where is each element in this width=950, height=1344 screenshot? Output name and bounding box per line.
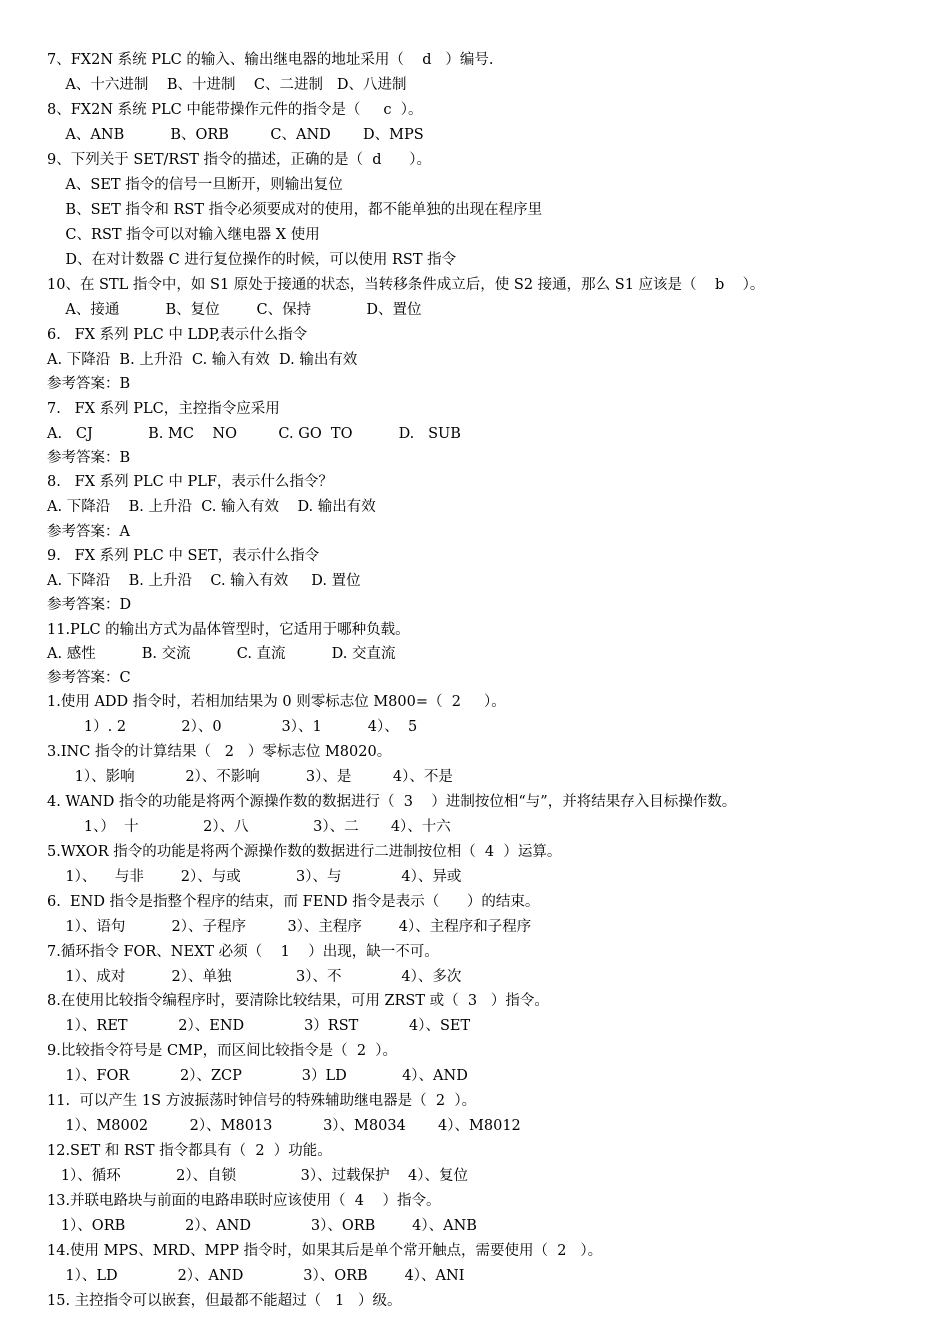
text-line: A、接通 B、复位 C、保持 D、置位 [47,302,422,318]
text-line: 参考答案：B [47,450,131,466]
text-line: 7、FX2N 系统 PLC 的输入、输出继电器的地址采用（ d ）编号. [47,52,494,68]
text-line: A. CJ B. MC NO C. GO TO D. SUB [47,426,461,442]
text-line: 4. WAND 指令的功能是将两个源操作数的数据进行（ 3 ）进制按位相“与”，并将结果存入目标操作数。 [47,794,737,810]
text-line: D、在对计数器 C 进行复位操作的时候，可以使用 RST 指令 [47,252,457,268]
text-line: 9.比较指令符号是 CMP，而区间比较指令是（ 2 ）。 [47,1043,398,1059]
text-line: 10、在 STL 指令中，如 S1 原处于接通的状态，当转移条件成立后，使 S2 接通，那么 S1 应该是（ b ）。 [47,277,765,293]
text-line: 参考答案：A [47,524,130,540]
text-line: 6. END 指令是指整个程序的结束，而 FEND 指令是表示（ ）的结束。 [47,894,540,910]
text-line: 14.使用 MPS、MRD、MPP 指令时，如果其后是单个常开触点，需要使用（ 2 ）。 [47,1243,603,1259]
text-line: 1）、LD 2）、AND 3）、ORB 4）、ANI [47,1268,465,1284]
text-line: A. 下降沿 B. 上升沿 C. 输入有效 D. 置位 [47,573,361,589]
text-line: 8. FX 系列 PLC 中 PLF，表示什么指令？ [47,474,333,490]
text-line: 9. FX 系列 PLC 中 SET，表示什么指令 [47,548,320,564]
text-line: 12.SET 和 RST 指令都具有（ 2 ）功能。 [47,1143,332,1159]
text-line: 3.INC 指令的计算结果（ 2 ）零标志位 M8020。 [47,744,392,760]
text-line: 5.WXOR 指令的功能是将两个源操作数的数据进行二进制按位相（ 4 ）运算。 [47,844,562,860]
text-line: C、RST 指令可以对输入继电器 X 使用 [47,227,320,243]
text-line: 1.使用 ADD 指令时，若相加结果为 0 则零标志位 M800=（ 2 ）。 [47,694,506,710]
text-line: 参考答案：D [47,597,132,613]
text-line: 1）、ORB 2）、AND 3）、ORB 4）、ANB [47,1218,477,1234]
text-line: 1）、 与非 2）、与或 3）、与 4）、异或 [47,869,462,885]
text-line: 参考答案：B [47,376,131,392]
text-line: 1、） 十 2）、八 3）、二 4）、十六 [47,819,451,835]
text-line: 11.PLC 的输出方式为晶体管型时，它适用于哪种负载。 [47,622,410,638]
text-line: 7.循环指令 FOR、NEXT 必须（ 1 ）出现，缺一不可。 [47,944,439,960]
text-line: A. 感性 B. 交流 C. 直流 D. 交直流 [47,646,396,662]
text-line: 1）、M8002 2）、M8013 3）、M8034 4）、M8012 [47,1118,521,1134]
text-line: B、SET 指令和 RST 指令必须要成对的使用，都不能单独的出现在程序里 [47,202,543,218]
text-line: 9、下列关于 SET/RST 指令的描述，正确的是（ d ）。 [47,152,431,168]
text-line: A. 下降沿 B. 上升沿 C. 输入有效 D. 输出有效 [47,352,358,368]
text-line: 6. FX 系列 PLC 中 LDP,表示什么指令 [47,327,308,343]
text-line: 8、FX2N 系统 PLC 中能带操作元件的指令是（ c ）。 [47,102,423,118]
text-line: A、ANB B、ORB C、AND D、MPS [47,127,424,143]
text-line: 参考答案：C [47,670,131,686]
text-line: 8.在使用比较指令编程序时，要清除比较结果，可用 ZRST 或（ 3 ）指令。 [47,993,549,1009]
text-line: 13.并联电路块与前面的电路串联时应该使用（ 4 ）指令。 [47,1193,441,1209]
text-line: A、十六进制 B、十进制 C、二进制 D、八进制 [47,77,407,93]
text-line: 7. FX 系列 PLC，主控指令应采用 [47,401,280,417]
text-line: 1）、循环 2）、自锁 3）、过载保护 4）、复位 [47,1168,469,1184]
text-line: 1）、RET 2）、END 3）RST 4）、SET [47,1018,471,1034]
text-line: 1）、语句 2）、子程序 3）、主程序 4）、主程序和子程序 [47,919,532,935]
text-line: A、SET 指令的信号一旦断开，则输出复位 [47,177,343,193]
text-line: A. 下降沿 B. 上升沿 C. 输入有效 D. 输出有效 [47,499,376,515]
text-line: 15. 主控指令可以嵌套，但最都不能超过（ 1 ）级。 [47,1293,402,1309]
text-line: 1）. 2 2）、0 3）、1 4）、 5 [47,719,418,735]
text-line: 1）、影响 2）、不影响 3）、是 4）、不是 [47,769,453,785]
text-line: 1）、FOR 2）、ZCP 3）LD 4）、AND [47,1068,468,1084]
text-line: 11. 可以产生 1S 方波振荡时钟信号的特殊辅助继电器是（ 2 ）。 [47,1093,477,1109]
text-line: 1）、成对 2）、单独 3）、不 4）、多次 [47,969,462,985]
